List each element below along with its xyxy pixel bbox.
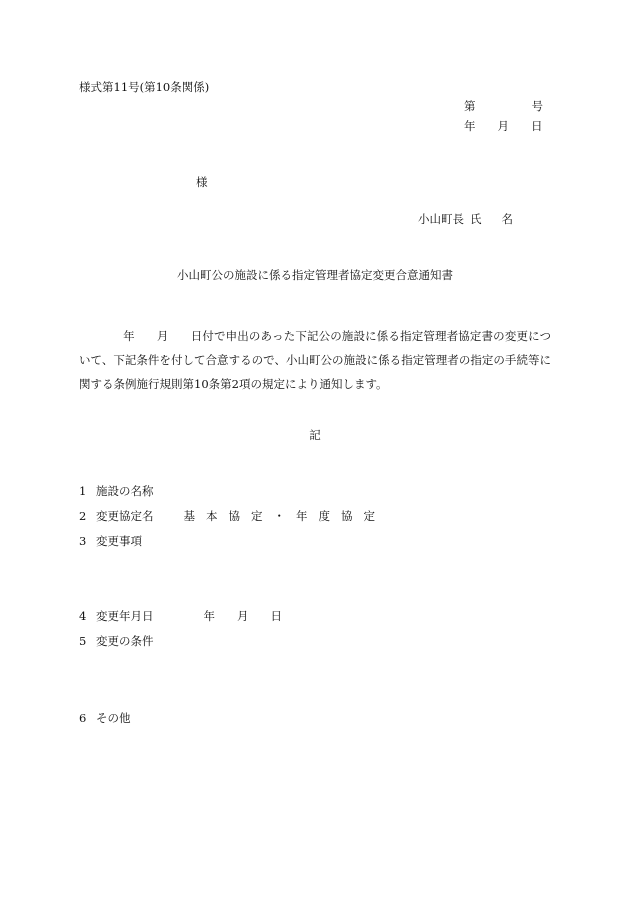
- sender-shi: 氏: [470, 212, 482, 226]
- addressee: 様: [196, 175, 208, 189]
- item-label: 変更年月日: [96, 609, 154, 623]
- doc-date-year: 年: [464, 119, 476, 133]
- doc-number-prefix: 第: [464, 99, 476, 113]
- body-paragraph: [79, 324, 551, 396]
- item-label: 変更の条件: [96, 634, 154, 648]
- item-number: 4: [79, 609, 87, 623]
- item-change-date: [79, 609, 282, 623]
- item-label: その他: [96, 711, 131, 725]
- body-month: 月: [156, 329, 169, 343]
- form-number: 様式第11号(第10条関係): [79, 80, 210, 94]
- document-number: [464, 99, 543, 113]
- item-number: 6: [79, 711, 87, 725]
- item-number: 5: [79, 634, 87, 648]
- body-year: 年: [123, 329, 135, 343]
- change-date-month: 月: [237, 609, 249, 623]
- doc-date-month: 月: [497, 119, 509, 133]
- item-number: 2: [79, 509, 87, 523]
- agreement-options: 基本協定・年度協定: [183, 509, 386, 523]
- item-number: 1: [79, 484, 87, 498]
- sender-mei: 名: [501, 212, 513, 226]
- item-label: 変更協定名: [96, 509, 154, 523]
- document-date: [464, 119, 543, 133]
- item-change-conditions: [79, 634, 154, 648]
- item-other: [79, 711, 131, 725]
- doc-number-suffix: 号: [531, 99, 543, 113]
- document-title: 小山町公の施設に係る指定管理者協定変更合意通知書: [177, 268, 453, 282]
- sender: [418, 212, 513, 226]
- item-changes: [79, 534, 142, 548]
- item-number: 3: [79, 534, 87, 548]
- ki-heading: 記: [309, 428, 321, 442]
- item-label: 施設の名称: [96, 484, 154, 498]
- body-text: 日付で申出のあった下記公の施設に係る指定管理者協定書の変更について、下記条件を付して合意するので、小山町公の施設に係る指定管理者の指定の手続等に関する条例施行規則第10条第2項の規定により通知します。: [79, 329, 552, 391]
- change-date-day: 日: [270, 609, 282, 623]
- item-changed-agreement: [79, 509, 386, 523]
- doc-date-day: 日: [531, 119, 543, 133]
- item-label: 変更事項: [96, 534, 142, 548]
- sender-title: 小山町長: [418, 212, 464, 226]
- item-facility-name: [79, 484, 154, 498]
- change-date-year: 年: [203, 609, 215, 623]
- change-date-fields: [204, 609, 283, 623]
